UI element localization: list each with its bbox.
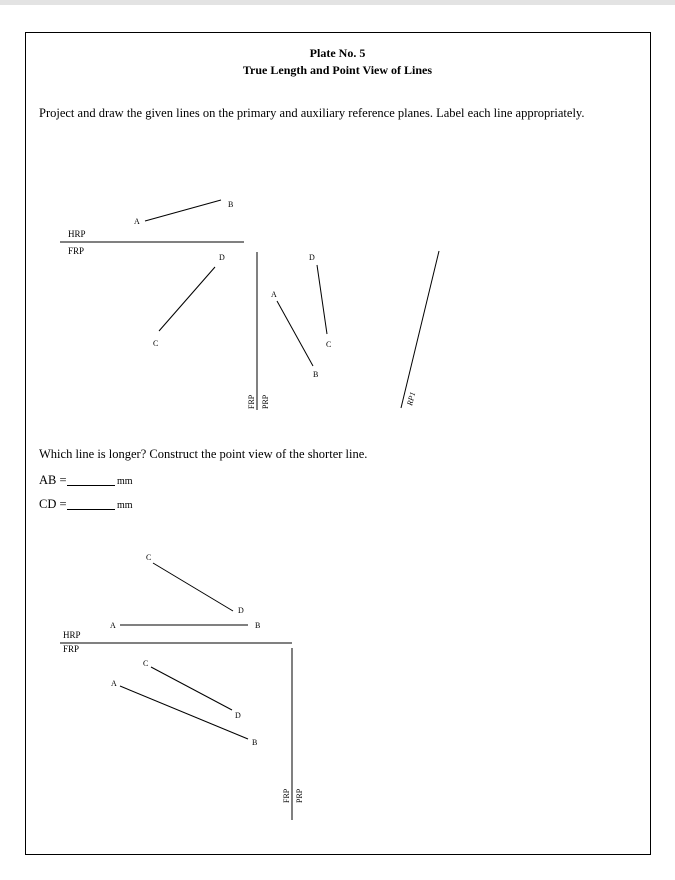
question-text: Which line is longer? Construct the point view of the shorter line. bbox=[39, 447, 368, 461]
hrp-label: HRP bbox=[68, 229, 86, 239]
cd-answer-blank[interactable] bbox=[67, 509, 115, 510]
prp-vertical-label-2: PRP bbox=[295, 788, 304, 803]
point-b-top-2: B bbox=[255, 621, 261, 630]
point-d-front-2: D bbox=[235, 711, 241, 720]
point-b-side: B bbox=[313, 370, 319, 379]
frp-vertical-label: FRP bbox=[247, 394, 256, 409]
instructions-text: Project and draw the given lines on the primary and auxiliary reference planes. Label each line appropriately. bbox=[39, 106, 585, 120]
plate-title: Plate No. 5 bbox=[309, 46, 366, 60]
point-a-side: A bbox=[271, 290, 277, 299]
point-a-top: A bbox=[134, 217, 140, 226]
point-a-top-2: A bbox=[110, 621, 116, 630]
point-c-front-2: C bbox=[143, 659, 149, 668]
rp1-line bbox=[401, 251, 439, 408]
point-c-side: C bbox=[326, 340, 332, 349]
plate-subtitle: True Length and Point View of Lines bbox=[242, 63, 433, 77]
frp-label: FRP bbox=[68, 246, 85, 256]
point-b-top: B bbox=[228, 200, 234, 209]
point-b-front-2: B bbox=[252, 738, 258, 747]
ab-answer-blank[interactable] bbox=[67, 485, 115, 486]
point-c-front: C bbox=[153, 339, 159, 348]
point-d-front: D bbox=[219, 253, 225, 262]
cd-answer-label: CD = bbox=[39, 497, 67, 511]
point-d-top-2: D bbox=[238, 606, 244, 615]
cd-unit: mm bbox=[117, 500, 133, 511]
line-ab-top bbox=[145, 200, 221, 221]
rp1-label: RP1 bbox=[405, 390, 418, 407]
ab-unit: mm bbox=[117, 476, 133, 487]
point-d-side: D bbox=[309, 253, 315, 262]
point-a-front-2: A bbox=[111, 679, 117, 688]
ab-answer-label: AB = bbox=[39, 473, 67, 487]
hrp-label-2: HRP bbox=[63, 630, 81, 640]
line-ab-side bbox=[277, 301, 313, 366]
point-c-top-2: C bbox=[146, 553, 152, 562]
line-dc-side bbox=[317, 265, 327, 334]
frp-label-2: FRP bbox=[63, 644, 80, 654]
prp-vertical-label: PRP bbox=[261, 394, 270, 409]
line-dc-front bbox=[159, 267, 215, 331]
frp-vertical-label-2: FRP bbox=[282, 788, 291, 803]
